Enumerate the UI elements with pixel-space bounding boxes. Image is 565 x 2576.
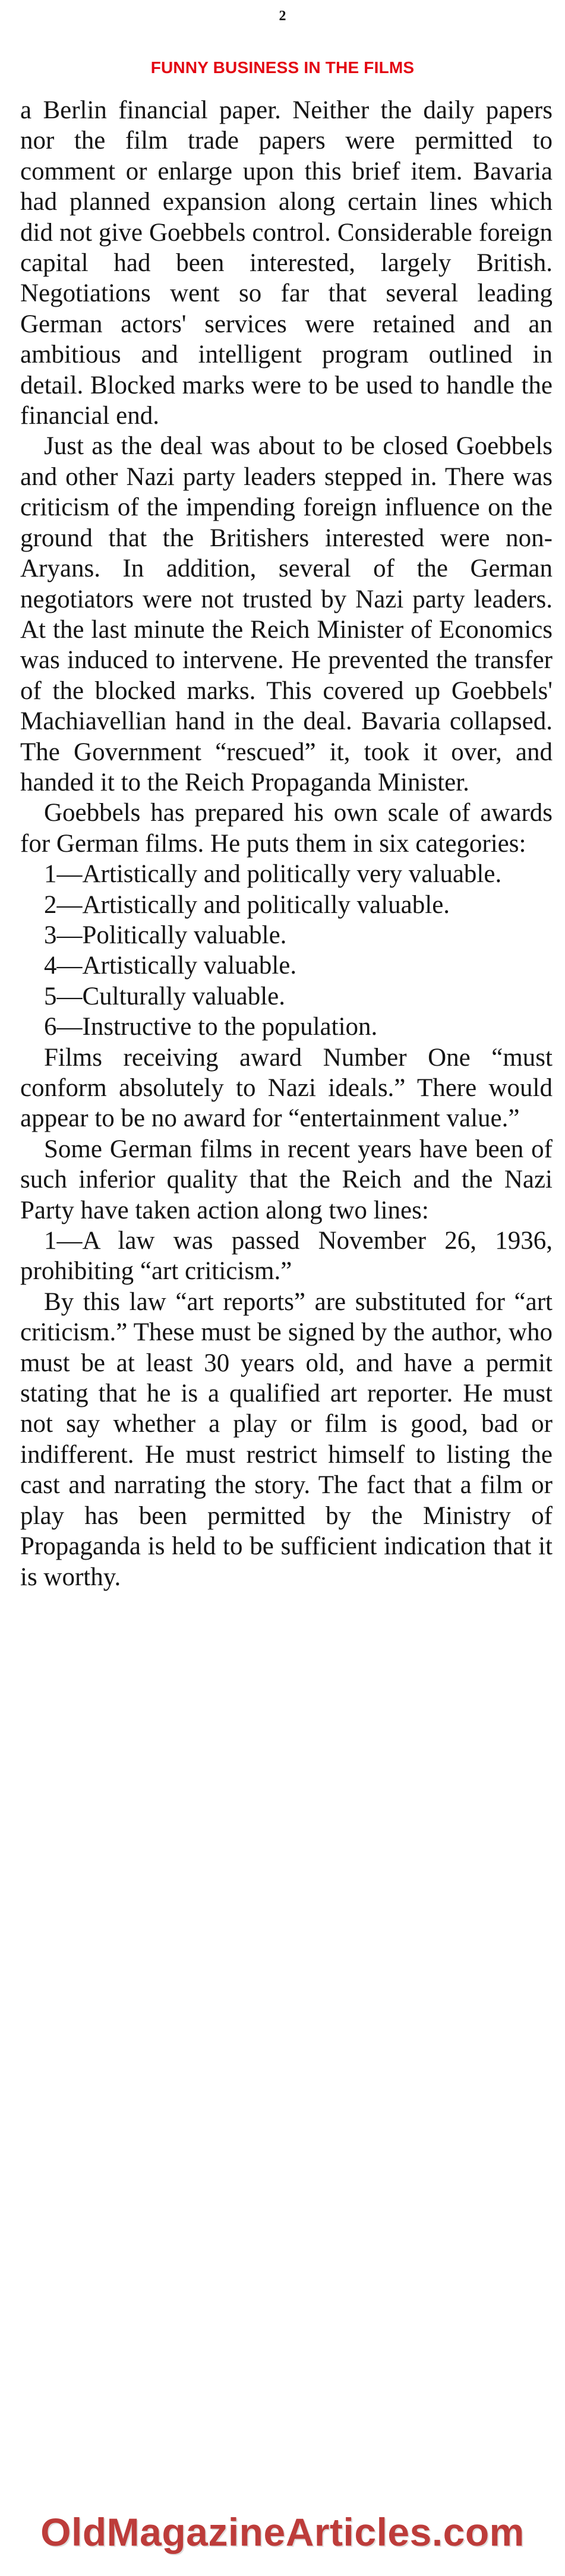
article-body bbox=[20, 95, 553, 2490]
paragraph: Just as the deal was about to be closed Goebbels and other Nazi party leaders stepped in. There was criticism of the impending foreign influence on the ground that the Britishers interested were non-Aryans. In addition, several of the German negotiators were not trusted by Nazi party leaders. At the last minute the Reich Minister of Economics was induced to intervene. He prevented the transfer of the blocked marks. This covered up Goebbels' Machiavellian hand in the deal. Bavaria collapsed. The Government “rescued” it, took it over, and handed it to the Reich Propaganda Minister. bbox=[20, 432, 553, 796]
page-number: 2 bbox=[279, 8, 286, 24]
site-watermark-link[interactable]: OldMagazineArticles.com bbox=[40, 2510, 525, 2554]
list-item: 2—Artistically and politically valuable. bbox=[44, 890, 450, 919]
list-item: 1—A law was passed November 26, 1936, prohibiting “art criticism.” bbox=[20, 1227, 553, 1286]
paragraph: Some German films in recent years have been of such inferior quality that the Reich and the Nazi Party have taken action along two lines: bbox=[20, 1135, 553, 1224]
list-item: 3—Politically valuable. bbox=[44, 921, 287, 949]
paragraph: Films receiving award Number One “must conform absolutely to Nazi ideals.” There would appear to be no award for “entertainment value.” bbox=[20, 1043, 553, 1133]
running-head: FUNNY BUSINESS IN THE FILMS bbox=[150, 58, 415, 77]
list-item: 6—Instructive to the population. bbox=[44, 1013, 378, 1041]
list-item: 4—Artistically valuable. bbox=[44, 952, 297, 980]
list-item: 5—Culturally valuable. bbox=[44, 982, 286, 1010]
paragraph: Goebbels has prepared his own scale of awards for German films. He puts them in six categories: bbox=[20, 799, 553, 858]
list-item: 1—Artistically and politically very valuable. bbox=[44, 860, 502, 889]
paragraph: By this law “art reports” are substituted for “art criticism.” These must be signed by the author, who must be at least 30 years old, and have a permit stating that he is a qualified art reporter. He must not say whether a play or film is good, bad or indifferent. He must restrict himself to listing the cast and narrating the story. The fact that a film or play has been permitted by the Ministry of Propaganda is held to be sufficient indication that it is worthy. bbox=[20, 1287, 553, 1591]
paragraph: a Berlin financial paper. Neither the daily papers nor the film trade papers were permitted to comment or enlarge upon this brief item. Bavaria had planned expansion along certain lines which did not give Goebbels control. Considerable foreign capital had been interested, largely British. Negotiations went so far that several leading German actors' services were retained and an ambitious and intelligent program outlined in detail. Blocked marks were to be used to handle the financial end. bbox=[20, 96, 553, 430]
